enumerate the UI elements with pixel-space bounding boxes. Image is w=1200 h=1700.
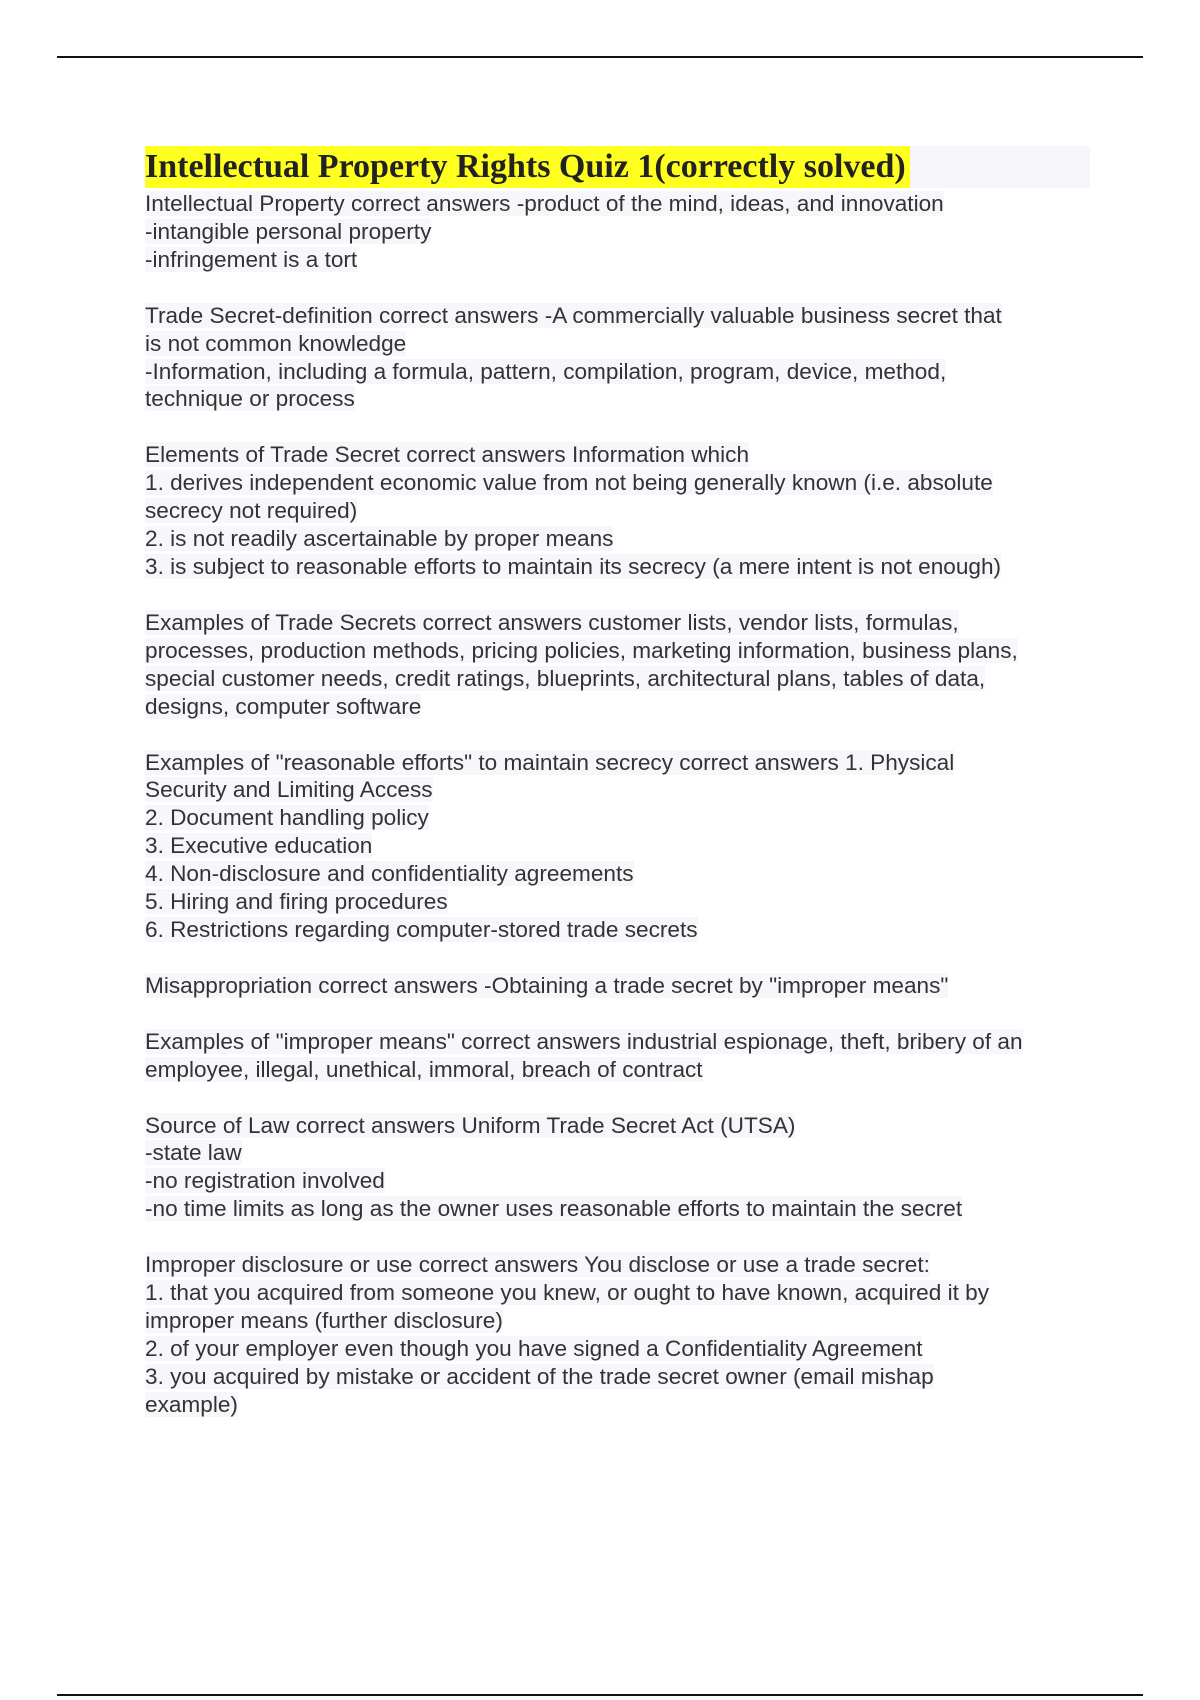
qa-entry — [145, 190, 1090, 274]
line-text: 3. Executive education — [145, 833, 373, 859]
line-text: secrecy not required) — [145, 498, 358, 524]
line-text: -no registration involved — [145, 1168, 385, 1194]
line-text: Intellectual Property correct answers -product of the mind, ideas, and innovation — [145, 191, 944, 216]
line-text: example) — [145, 1391, 238, 1417]
qa-entry-line — [145, 1279, 1090, 1307]
qa-entry-line — [145, 1139, 1090, 1167]
qa-entry — [145, 1251, 1090, 1418]
line-text: -Information, including a formula, pattern, compilation, program, device, method, — [145, 358, 947, 384]
qa-entry — [145, 1112, 1090, 1224]
qa-entry — [145, 749, 1090, 944]
qa-entry-heading-line — [145, 302, 1090, 330]
qa-entry-line — [145, 358, 1090, 386]
line-text: -state law — [145, 1140, 242, 1166]
document-body — [145, 146, 1090, 1447]
line-text: is not common knowledge — [145, 330, 407, 356]
footer-rule — [57, 1694, 1143, 1696]
line-text: 2. of your employer even though you have signed a Confidentiality Agreement — [145, 1335, 923, 1361]
line-text: designs, computer software — [145, 693, 422, 719]
qa-entry-heading-line — [145, 190, 1090, 218]
qa-entry-line — [145, 385, 1090, 413]
qa-entry-line — [145, 330, 1090, 358]
qa-entry-line — [145, 1391, 1090, 1419]
qa-entry — [145, 302, 1090, 414]
qa-entry-line — [145, 637, 1090, 665]
line-text: 2. is not readily ascertainable by proper means — [145, 526, 614, 552]
qa-entry-line — [145, 888, 1090, 916]
line-text: 6. Restrictions regarding computer-stored trade secrets — [145, 916, 698, 942]
line-text: 3. you acquired by mistake or accident of the trade secret owner (email mishap — [145, 1363, 934, 1389]
qa-entry-line — [145, 665, 1090, 693]
title-row — [145, 146, 1090, 188]
qa-entry-line — [145, 1195, 1090, 1223]
qa-entry-line — [145, 832, 1090, 860]
qa-entry-heading-line — [145, 1112, 1090, 1140]
line-text: Elements of Trade Secret correct answers Information which — [145, 442, 750, 468]
document-title: Intellectual Property Rights Quiz 1(correctly solved) — [145, 146, 910, 188]
qa-entry-line — [145, 860, 1090, 888]
qa-entry-line — [145, 1307, 1090, 1335]
qa-entry-heading-line — [145, 972, 1090, 1000]
line-text: 1. derives independent economic value from not being generally known (i.e. absolute — [145, 470, 993, 496]
line-text: Examples of "reasonable efforts" to maintain secrecy correct answers 1. Physical — [145, 749, 955, 775]
line-text: 1. that you acquired from someone you knew, or ought to have known, acquired it by — [145, 1280, 989, 1306]
line-text: -intangible personal property — [145, 218, 432, 244]
qa-entry-heading-line — [145, 1251, 1090, 1279]
qa-entry — [145, 1028, 1090, 1084]
qa-entry-heading-line — [145, 1028, 1090, 1056]
qa-entry-line — [145, 1335, 1090, 1363]
line-text: Trade Secret-definition correct answers -A commercially valuable business secret that — [145, 302, 1002, 328]
line-text: processes, production methods, pricing policies, marketing information, business plans, — [145, 637, 1018, 663]
qa-entry-line — [145, 525, 1090, 553]
qa-entry-heading-line — [145, 441, 1090, 469]
line-text: 2. Document handling policy — [145, 805, 429, 831]
line-text: Security and Limiting Access — [145, 777, 433, 803]
line-text: employee, illegal, unethical, immoral, breach of contract — [145, 1056, 703, 1082]
qa-entry — [145, 609, 1090, 721]
line-text: 3. is subject to reasonable efforts to maintain its secrecy (a mere intent is not enough) — [145, 553, 1002, 579]
qa-entry — [145, 441, 1090, 581]
line-text: technique or process — [145, 386, 355, 412]
qa-entry-line — [145, 1167, 1090, 1195]
qa-entry-line — [145, 1056, 1090, 1084]
line-text: -infringement is a tort — [145, 246, 358, 272]
qa-entry — [145, 972, 1090, 1000]
line-text: Examples of "improper means" correct answers industrial espionage, theft, bribery of an — [145, 1028, 1023, 1054]
qa-entry-line — [145, 246, 1090, 274]
qa-entry-line — [145, 1363, 1090, 1391]
line-text: Improper disclosure or use correct answers You disclose or use a trade secret: — [145, 1252, 930, 1278]
line-text: Misappropriation correct answers -Obtaining a trade secret by "improper means" — [145, 972, 949, 998]
qa-entry-line — [145, 553, 1090, 581]
qa-entry-line — [145, 497, 1090, 525]
line-text: 4. Non-disclosure and confidentiality agreements — [145, 861, 634, 887]
qa-entry-line — [145, 804, 1090, 832]
qa-entries — [145, 190, 1090, 1419]
line-text: improper means (further disclosure) — [145, 1308, 503, 1333]
header-rule — [57, 56, 1143, 58]
qa-entry-heading-line — [145, 609, 1090, 637]
line-text: -no time limits as long as the owner uses reasonable efforts to maintain the secret — [145, 1196, 963, 1222]
qa-entry-line — [145, 693, 1090, 721]
qa-entry-line — [145, 916, 1090, 944]
qa-entry-line — [145, 218, 1090, 246]
line-text: Examples of Trade Secrets correct answers customer lists, vendor lists, formulas, — [145, 609, 959, 635]
line-text: 5. Hiring and firing procedures — [145, 889, 448, 915]
line-text: Source of Law correct answers Uniform Trade Secret Act (UTSA) — [145, 1112, 796, 1138]
qa-entry-heading-line — [145, 749, 1090, 777]
qa-entry-line — [145, 469, 1090, 497]
line-text: special customer needs, credit ratings, blueprints, architectural plans, tables of data, — [145, 665, 986, 691]
qa-entry-line — [145, 776, 1090, 804]
